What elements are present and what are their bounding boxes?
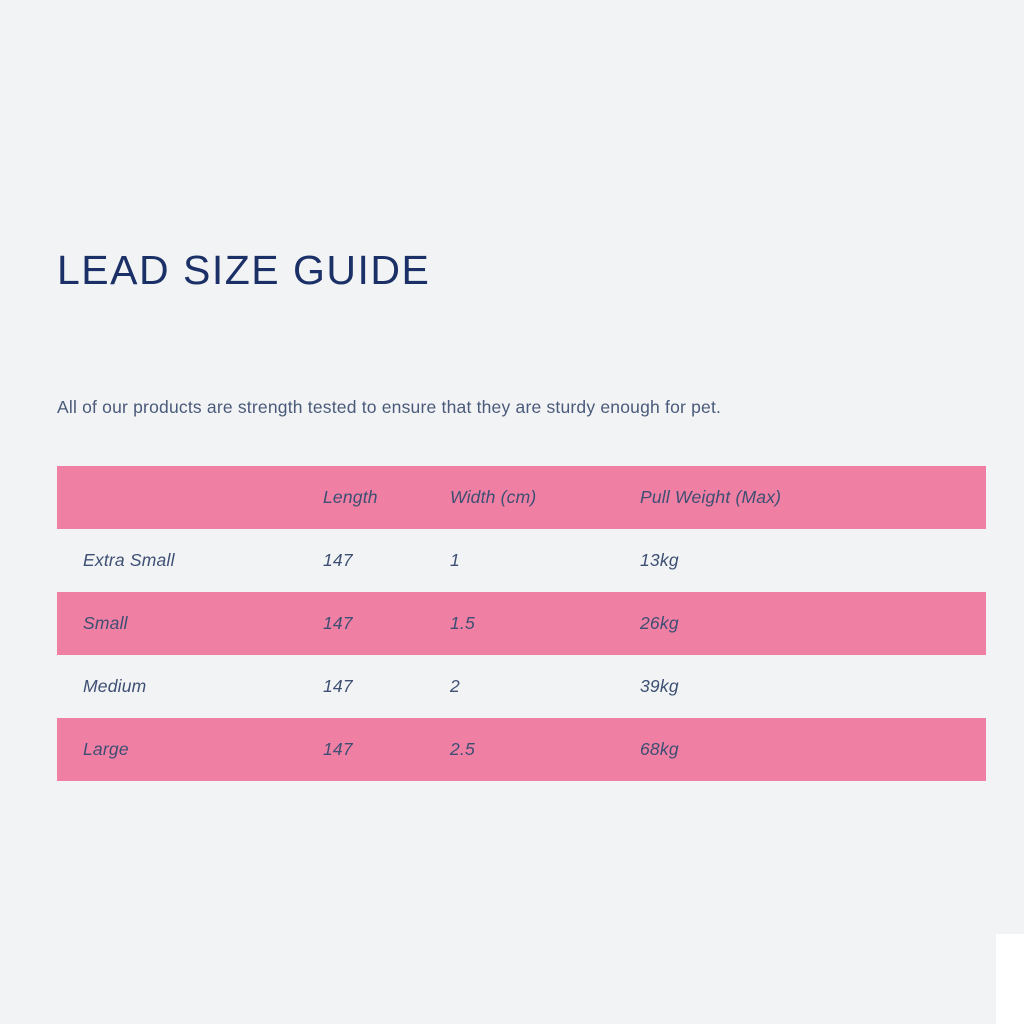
cell-size: Large bbox=[83, 738, 129, 759]
cell-size: Medium bbox=[83, 675, 147, 696]
cell-pull-weight: 26kg bbox=[640, 612, 679, 633]
content-container bbox=[57, 246, 960, 781]
table-header-row bbox=[57, 466, 986, 529]
corner-mark bbox=[996, 934, 1024, 1024]
cell-width: 1 bbox=[450, 549, 460, 570]
table-header bbox=[57, 466, 986, 529]
table-body bbox=[57, 529, 986, 781]
table-row bbox=[57, 655, 986, 718]
cell-length: 147 bbox=[323, 675, 353, 696]
intro-text: All of our products are strength tested to ensure that they are sturdy enough for pet. bbox=[57, 397, 722, 418]
cell-size: Extra Small bbox=[83, 549, 175, 570]
cell-pull-weight: 68kg bbox=[640, 738, 679, 759]
column-header-size bbox=[57, 466, 323, 529]
cell-pull-weight: 39kg bbox=[640, 675, 679, 696]
cell-length: 147 bbox=[323, 612, 353, 633]
cell-length: 147 bbox=[323, 549, 353, 570]
cell-width: 1.5 bbox=[450, 612, 475, 633]
page-title: LEAD SIZE GUIDE bbox=[57, 247, 431, 293]
cell-width: 2.5 bbox=[450, 738, 475, 759]
cell-size: Small bbox=[83, 612, 128, 633]
column-header-width: Width (cm) bbox=[450, 486, 537, 507]
table-row bbox=[57, 529, 986, 592]
cell-width: 2 bbox=[450, 675, 460, 696]
cell-length: 147 bbox=[323, 738, 353, 759]
column-header-length: Length bbox=[323, 486, 378, 507]
column-header-pull-weight: Pull Weight (Max) bbox=[640, 486, 782, 507]
table-row bbox=[57, 718, 986, 781]
size-guide-table bbox=[57, 466, 986, 781]
table-row bbox=[57, 592, 986, 655]
cell-pull-weight: 13kg bbox=[640, 549, 679, 570]
